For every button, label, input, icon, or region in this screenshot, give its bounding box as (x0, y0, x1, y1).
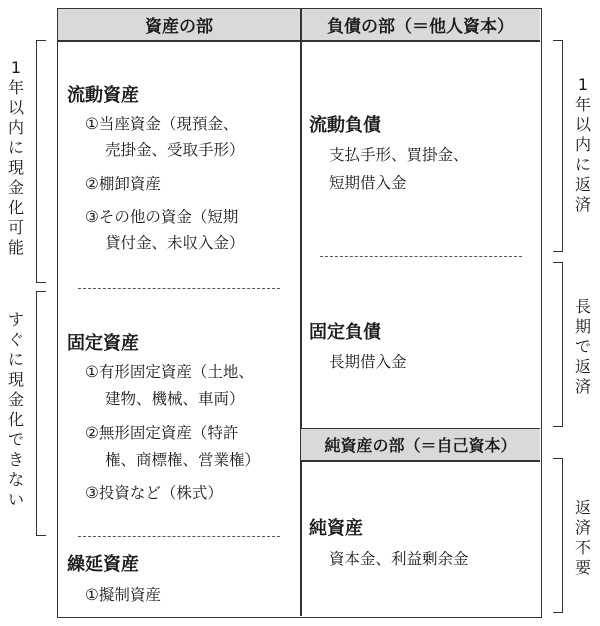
label-long-term-repay: 長期で返済 (574, 297, 591, 396)
current-liabilities-title: 流動負債 (309, 115, 381, 136)
fixed-assets-item-1: ①有形固定資産（土地、 (85, 363, 254, 381)
fixed-liabilities-item-1: 長期借入金 (329, 353, 407, 371)
label-no-repayment: 返済不要 (574, 498, 591, 577)
deferred-assets-title: 繰延資産 (67, 554, 139, 575)
current-assets-item-3: ②棚卸資産 (85, 175, 161, 193)
net-assets-title: 純資産 (309, 518, 363, 539)
current-liabilities-item-1: 支払手形、買掛金、 (329, 146, 469, 164)
bracket-left-bottom (36, 291, 46, 536)
center-divider (300, 9, 302, 616)
bracket-left-top (36, 40, 46, 283)
header-liabilities: 負債の部（＝他人資本） (301, 9, 540, 40)
current-assets-item-5: 貸付金、未収入金） (105, 234, 245, 252)
header-divider (58, 40, 540, 42)
bracket-right-mid (553, 262, 563, 427)
header-assets: 資産の部 (58, 9, 300, 40)
net-assets-item-1: 資本金、利益剰余金 (329, 550, 469, 568)
fixed-assets-item-5: ③投資など（株式） (85, 484, 223, 502)
assets-dash-2 (78, 536, 280, 537)
net-assets-header-bottom (300, 460, 540, 462)
deferred-assets-item-1: ①擬制資産 (85, 586, 161, 604)
current-assets-title: 流動資産 (67, 85, 139, 106)
label-not-immediately-cash: すぐに現金化できない (7, 310, 24, 509)
label-repay-within-one-year: 1年以内に返済 (574, 75, 591, 214)
fixed-liabilities-title: 固定負債 (309, 322, 381, 343)
assets-dash-1 (78, 288, 280, 289)
bracket-right-bottom (553, 458, 563, 613)
current-assets-item-1: ①当座資金（現預金、 (85, 115, 239, 133)
current-assets-item-2: 売掛金、受取手形） (105, 141, 245, 159)
fixed-assets-item-2: 建物、機械、車両） (105, 390, 245, 408)
fixed-assets-title: 固定資産 (67, 333, 139, 354)
liabilities-dash (320, 256, 522, 257)
label-cash-within-one-year: 1年以内に現金化可能 (7, 58, 24, 257)
current-assets-item-4: ③その他の資金（短期 (85, 208, 239, 226)
fixed-assets-item-3: ②無形固定資産（特許 (85, 424, 239, 442)
current-liabilities-item-2: 短期借入金 (329, 174, 407, 192)
bracket-right-top (553, 40, 563, 252)
header-net-assets: 純資産の部（＝自己資本） (301, 429, 540, 460)
fixed-assets-item-4: 権、商標権、営業権） (105, 451, 261, 469)
balance-sheet-table (57, 8, 542, 618)
